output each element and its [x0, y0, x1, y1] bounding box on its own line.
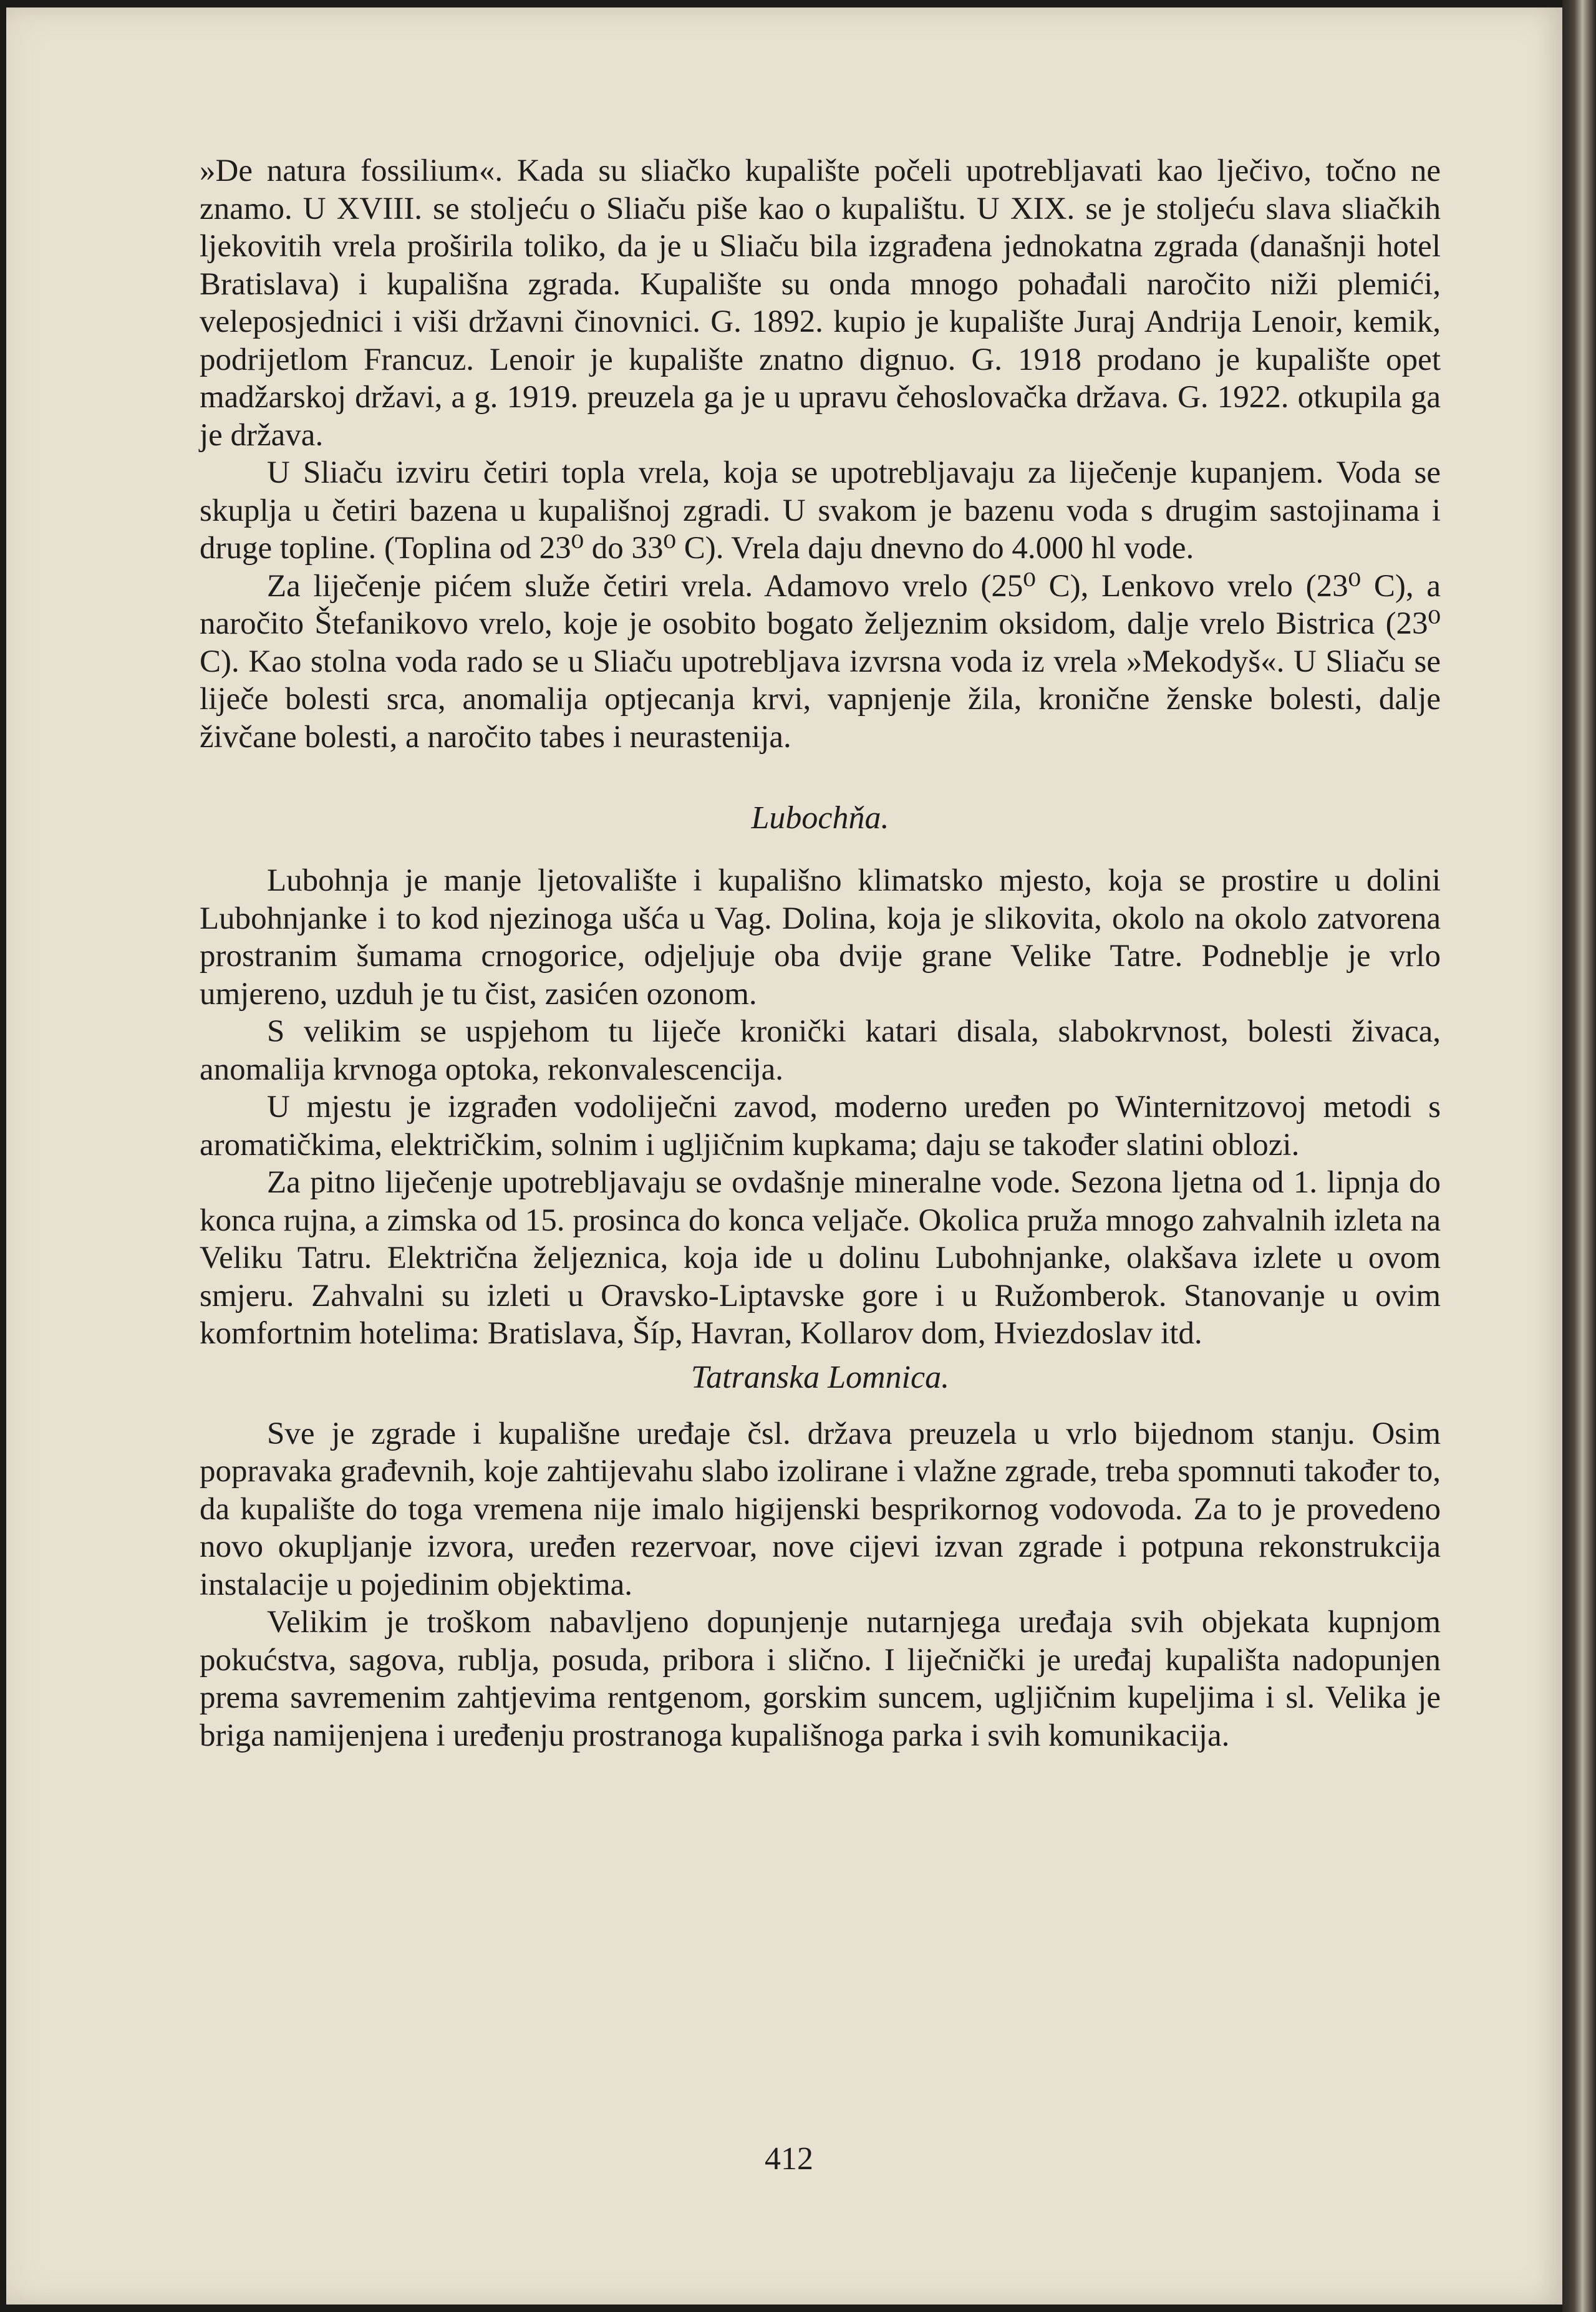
paragraph-lubochna-treatments: S velikim se uspjehom tu liječe kronički katari disala, slabokrvnost, bolesti živaca, anomalija krvnoga optoka, rekonvalescencija.: [200, 1014, 1441, 1087]
paragraph-lubochna-intro: Lubohnja je manje ljetovalište i kupališno klimatsko mjesto, koja se prostire u dolini Lubohnjanke i to kod njezinoga ušća u Vag. Dolina, koja je slikovita, okolo na okolo zatvorena prostranim šumama crnogorice, odjeljuje oba dvije grane Velike Tatre. Podneblje je vrlo umjereno, uzduh je tu čist, zasićen ozonom.: [200, 863, 1441, 1012]
page-number: 412: [765, 2141, 813, 2177]
paragraph-sliac-history: »De natura fossilium«. Kada su sliačko kupalište počeli upotrebljavati kao lječivo, točno ne znamo. U XVIII. se stoljeću o Sliaču piše kao o kupalištu. U XIX. se je stoljeću slava sliačkih ljekovitih vrela proširila toliko, da je u Sliaču bila izgrađena jednokatna zgrada (današnji hotel Bratislava) i kupališna zgrada. Kupalište su onda mnogo pohađali naročito niži plemići, veleposjednici i viši državni činovnici. G. 1892. kupio je kupalište Juraj Andrija Lenoir, kemik, podrijetlom Francuz. Lenoir je kupalište znatno dignuo. G. 1918 prodano je kupalište opet madžarskoj državi, a g. 1919. preuzela ga je u upravu čehoslovačka država. G. 1922. otkupila ga je država.: [200, 153, 1441, 453]
book-edge-shadow: [1562, 0, 1596, 2312]
paragraph-lomnica-equipment: Velikim je troškom nabavljeno dopunjenje nutarnjega uređaja svih objekata kupnjom pokućstva, sagova, rublja, posuda, pribora i slično. I liječnički je uređaj kupališta nadopunjen prema savremenim zahtjevima rentgenom, gorskim suncem, ugljičnim kupeljima i sl. Velika je briga namijenjena i uređenju prostranoga kupališnoga parka i svih komunikacija.: [200, 1605, 1441, 1753]
page-body: [200, 152, 1441, 1754]
section-heading-tatranska-lomnica: Tatranska Lomnica.: [690, 1359, 950, 1395]
book-page: [6, 7, 1562, 2305]
paragraph-lubochna-season: Za pitno liječenje upotrebljavaju se ovdašnje mineralne vode. Sezona ljetna od 1. lipnja do konca rujna, a zimska od 15. prosinca do konca veljače. Okolica pruža mnogo zahvalnih izleta na Veliku Tatru. Električna željeznica, koja ide u dolinu Lubohnjanke, olakšava izlete u ovom smjeru. Zahvalni su izleti u Oravsko-Liptavske gore i u Ružomberok. Stanovanje u ovim komfortnim hotelima: Bratislava, Šíp, Havran, Kollarov dom, Hviezdoslav itd.: [200, 1165, 1441, 1351]
paragraph-sliac-springs: U Sliaču izviru četiri topla vrela, koja se upotrebljavaju za liječenje kupanjem. Voda se skuplja u četiri bazena u kupališnoj zgradi. U svakom je bazenu voda s drugim sastojinama i druge topline. (Toplina od 23⁰ do 33⁰ C). Vrela daju dnevno do 4.000 hl vode.: [200, 455, 1441, 566]
paragraph-sliac-drinking-cure: Za liječenje pićem služe četiri vrela. Adamovo vrelo (25⁰ C), Lenkovo vrelo (23⁰ C), a naročito Štefanikovo vrelo, koje je osobito bogato željeznim oksidom, dalje vrelo Bistrica (23⁰ C). Kao stolna voda rado se u Sliaču upotrebljava izvrsna voda iz vrela »Mekodyš«. U Sliaču se liječe bolesti srca, anomalija optjecanja krvi, vapnjenje žila, kronične ženske bolesti, dalje živčane bolesti, a naročito tabes i neurastenija.: [200, 568, 1441, 755]
paragraph-lomnica-renovation: Sve je zgrade i kupališne uređaje čsl. država preuzela u vrlo bijednom stanju. Osim popravaka građevnih, koje zahtijevahu slabo izolirane i vlažne zgrade, treba spomnuti također to, da kupalište do toga vremena nije imalo higijenski besprikornog vodovoda. Za to je provedeno novo okupljanje izvora, uređen rezervoar, nove cijevi izvan zgrade i potpuna rekonstrukcija instalacije u pojedinim objektima.: [200, 1416, 1441, 1602]
paragraph-lubochna-institute: U mjestu je izgrađen vodoliječni zavod, moderno uređen po Winternitzovoj metodi s aromatičkima, električkim, solnim i ugljičnim kupkama; daju se također slatini oblozi.: [200, 1090, 1441, 1163]
section-heading-lubochna: Lubochňa.: [751, 800, 889, 836]
